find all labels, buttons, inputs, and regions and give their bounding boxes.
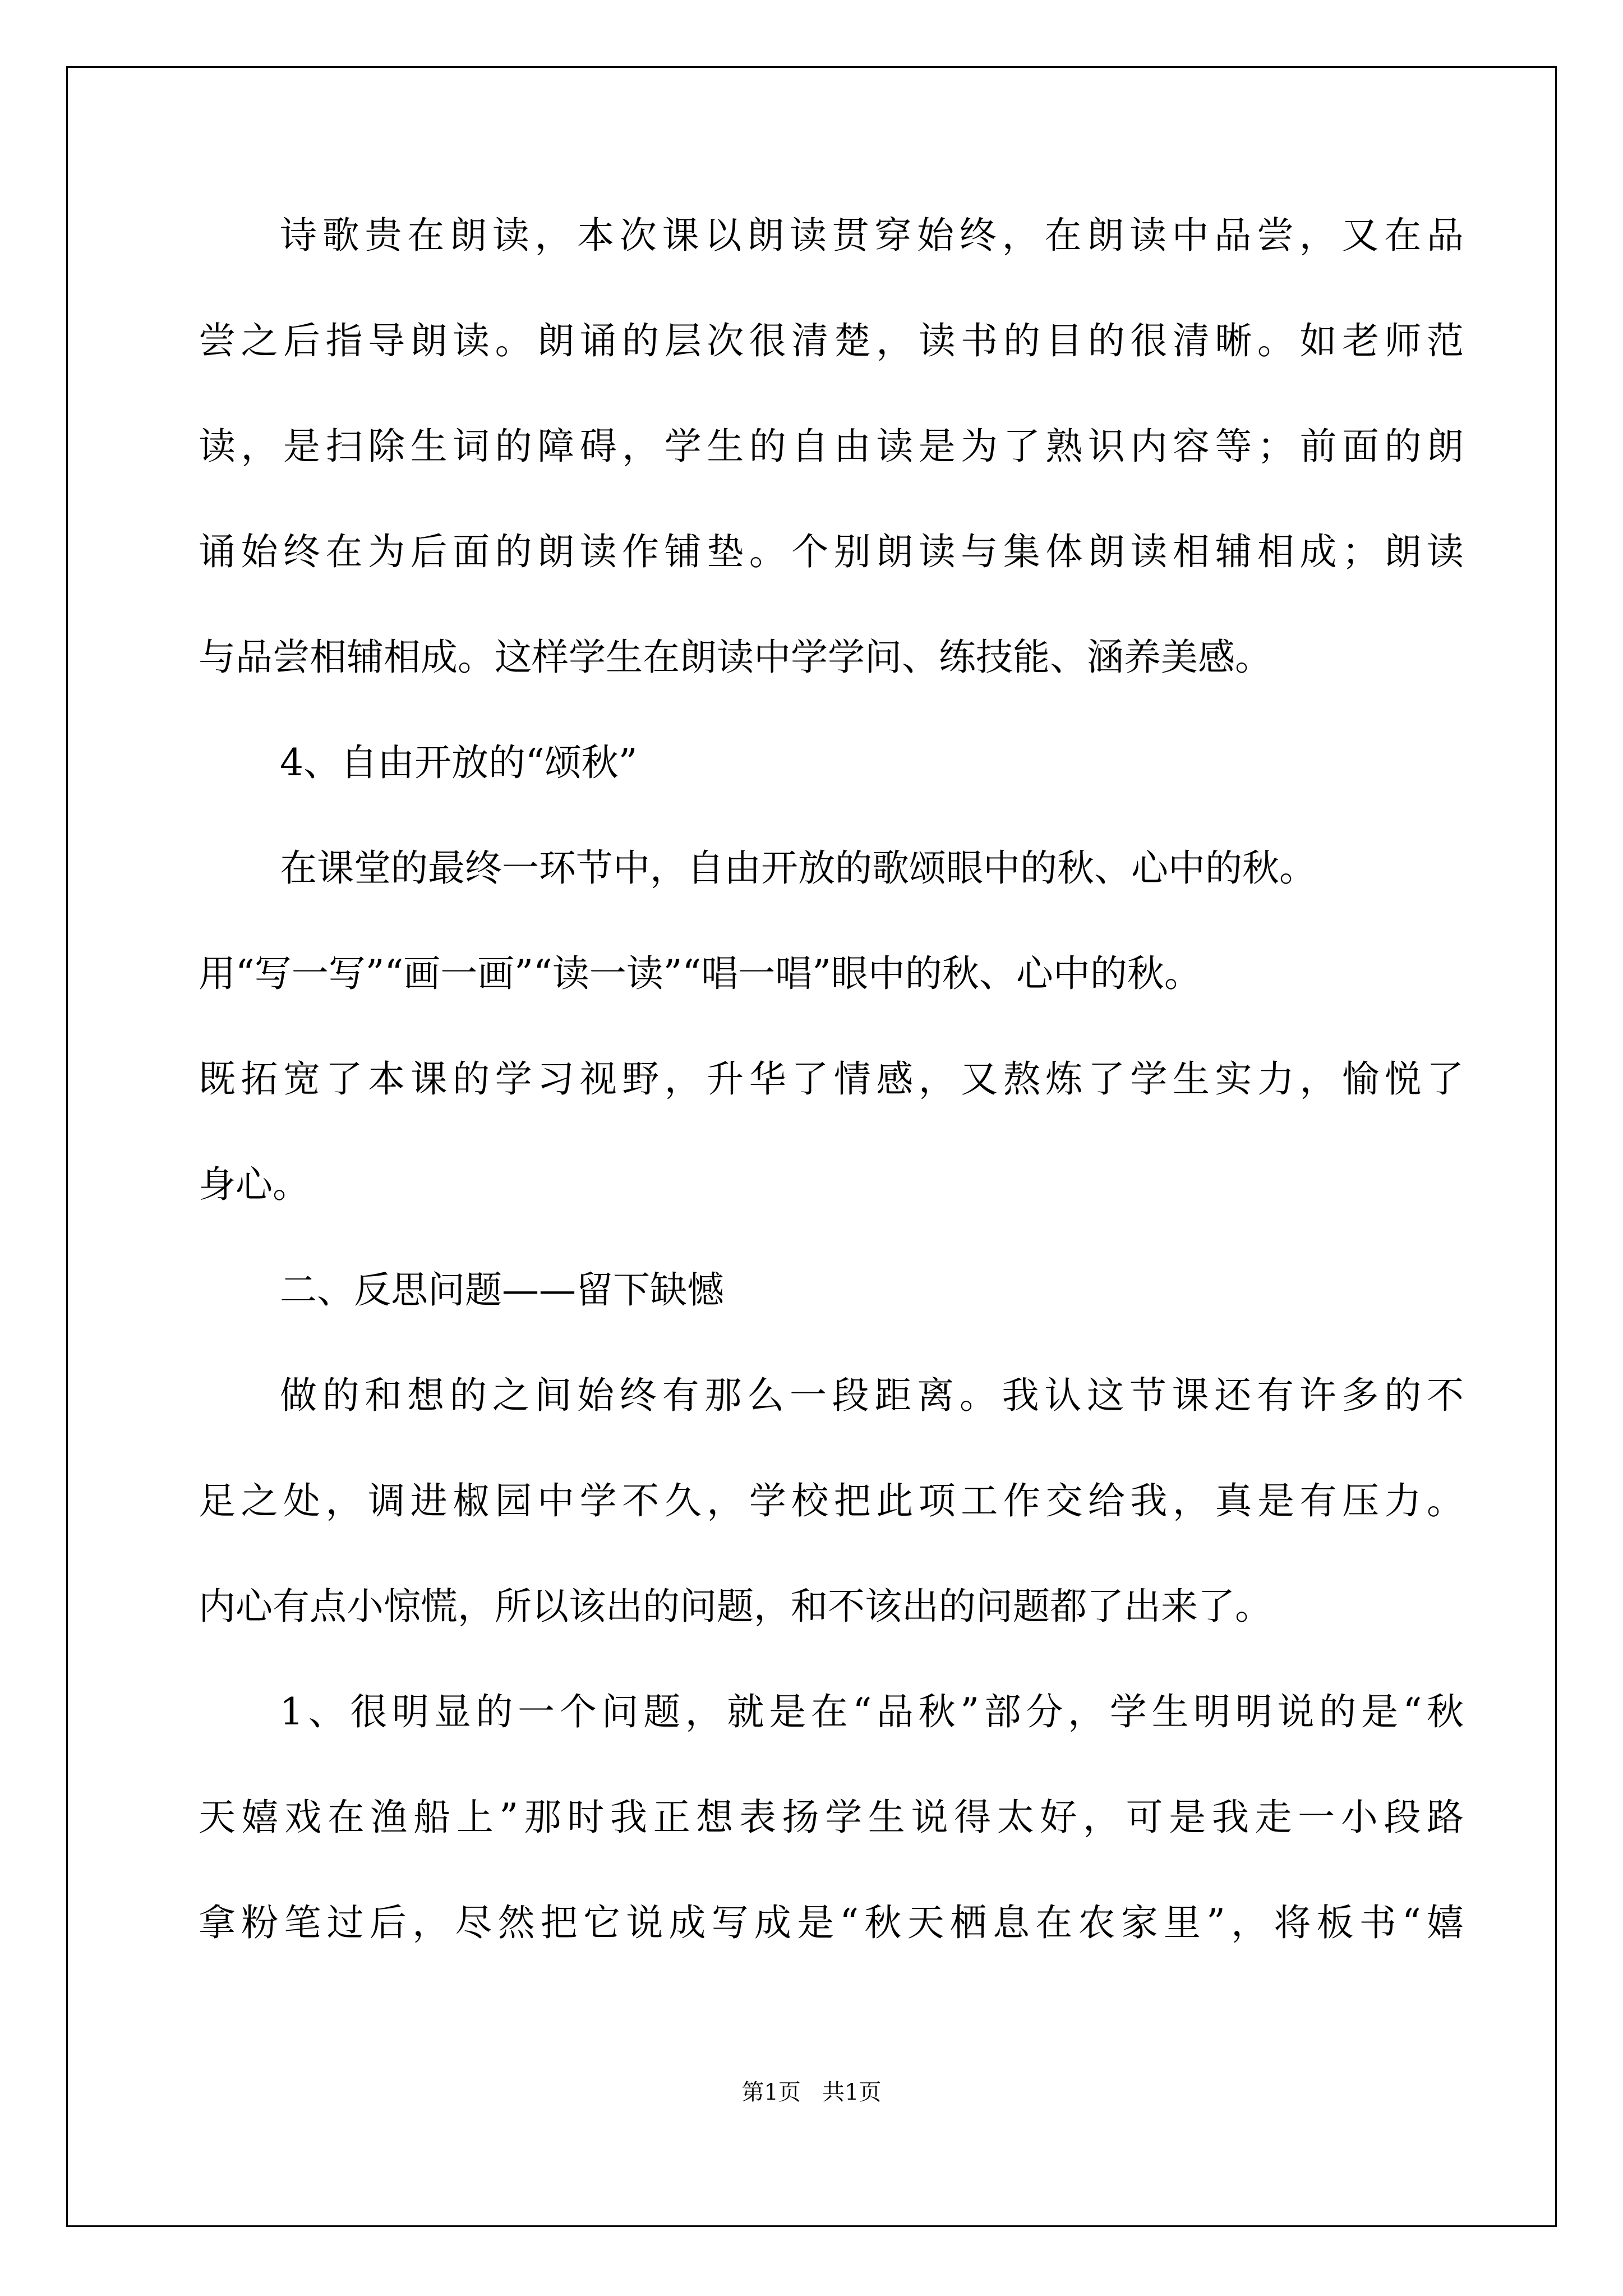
- text-line: 1、很明显的一个问题，就是在“品秋”部分，学生明明说的是“秋: [280, 1690, 1464, 1733]
- text-line: 诵始终在为后面的朗读作铺垫。个别朗读与集体朗读相辅相成；朗读: [199, 530, 1464, 573]
- text-line: 天嬉戏在渔船上”那时我正想表扬学生说得太好，可是我走一小段路: [199, 1796, 1464, 1839]
- text-line: 既拓宽了本课的学习视野，升华了情感，又熬炼了学生实力，愉悦了: [199, 1057, 1464, 1101]
- text-line: 在课堂的最终一环节中，自由开放的歌颂眼中的秋、心中的秋。: [280, 846, 1316, 890]
- text-line: 与品尝相辅相成。这样学生在朗读中学学问、练技能、涵养美感。: [199, 636, 1272, 679]
- text-line: 尝之后指导朗读。朗诵的层次很清楚，读书的目的很清晰。如老师范: [199, 319, 1464, 362]
- text-line: 诗歌贵在朗读，本次课以朗读贯穿始终，在朗读中品尝，又在品: [280, 214, 1464, 257]
- section-heading: 4、自由开放的“颂秋”: [280, 741, 638, 784]
- page-footer: [0, 2076, 1623, 2109]
- text-line: 身心。: [199, 1163, 310, 1206]
- text-line: 读，是扫除生词的障碍，学生的自由读是为了熟识内容等；前面的朗: [199, 425, 1464, 468]
- text-line: 足之处，调进椒园中学不久，学校把此项工作交给我，真是有压力。: [199, 1479, 1464, 1522]
- section-heading: 二、反思问题——留下缺憾: [280, 1268, 724, 1312]
- text-line: 用“写一写”“画一画”“读一读”“唱一唱”眼中的秋、心中的秋。: [199, 952, 1201, 995]
- text-line: 内心有点小惊慌，所以该出的问题，和不该出的问题都了出来了。: [199, 1585, 1272, 1628]
- text-line: 拿粉笔过后，尽然把它说成写成是“秋天栖息在农家里”，将板书“嬉: [199, 1901, 1464, 1944]
- page-total: 共1页: [822, 2079, 882, 2105]
- page-number: 第1页: [741, 2079, 801, 2105]
- text-line: 做的和想的之间始终有那么一段距离。我认这节课还有许多的不: [280, 1374, 1464, 1417]
